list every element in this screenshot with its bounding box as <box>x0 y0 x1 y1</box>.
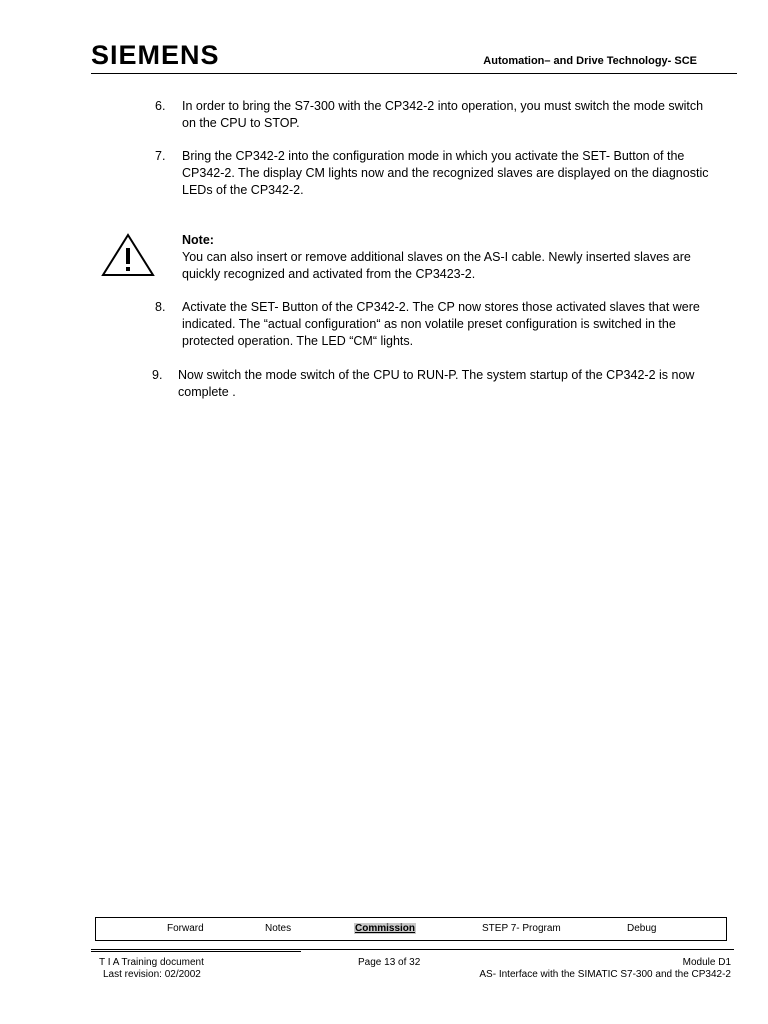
step-number: 9. <box>152 368 163 382</box>
header-title: Automation– and Drive Technology- SCE <box>483 55 697 67</box>
step-8 <box>155 299 755 354</box>
footer-revision: Last revision: 02/2002 <box>103 969 201 980</box>
footer-rule-short <box>91 951 301 952</box>
nav-step7-program-link[interactable]: STEP 7- Program <box>482 923 561 934</box>
step-6 <box>155 98 755 138</box>
step-line: Bring the CP342-2 into the configuration mode in which you activate the SET- Button of the <box>182 149 685 163</box>
footer-doc-type: T I A Training document <box>99 957 204 968</box>
step-line: In order to bring the S7-300 with the CP342-2 into operation, you must switch the mode switch <box>182 99 704 113</box>
step-line: LEDs of the CP342-2. <box>182 183 304 197</box>
nav-debug-link[interactable]: Debug <box>627 923 657 934</box>
step-line: on the CPU to STOP. <box>182 116 300 130</box>
warning-triangle-icon <box>101 233 155 277</box>
step-number: 8. <box>155 300 166 314</box>
step-line: complete . <box>178 385 236 399</box>
footer-rule <box>91 949 734 950</box>
step-number: 7. <box>155 149 166 163</box>
nav-commission-link[interactable]: Commission <box>355 923 416 934</box>
footer-module: Module D1 <box>682 957 731 968</box>
step-line: indicated. The “actual configuration“ as non volatile preset configuration is switched in the <box>182 317 676 331</box>
step-number: 6. <box>155 99 166 113</box>
footer-subject: AS- Interface with the SIMATIC S7-300 and the CP342-2 <box>479 969 731 980</box>
step-9 <box>152 367 752 407</box>
step-7 <box>155 148 755 203</box>
note-line: quickly recognized and activated from the CP3423-2. <box>182 267 476 281</box>
step-line: Activate the SET- Button of the CP342-2. The CP now stores those activated slaves that were <box>182 300 700 314</box>
footer-page-number: Page 13 of 32 <box>358 957 421 968</box>
note-block <box>182 232 742 283</box>
footer-right <box>479 957 731 981</box>
note-line: You can also insert or remove additional slaves on the AS-I cable. Newly inserted slaves are <box>182 250 691 264</box>
footer-navigation <box>95 917 727 941</box>
nav-forward-link[interactable]: Forward <box>167 923 204 934</box>
step-line: Now switch the mode switch of the CPU to RUN-P. The system startup of the CP342-2 is now <box>178 368 695 382</box>
header-rule <box>91 73 737 74</box>
siemens-logo: SIEMENS <box>91 40 220 70</box>
step-line: protected operation. The LED “CM“ lights. <box>182 334 414 348</box>
nav-notes-link[interactable]: Notes <box>265 923 292 934</box>
step-line: CP342-2. The display CM lights now and the recognized slaves are displayed on the diagnostic <box>182 166 709 180</box>
footer-left <box>99 957 204 981</box>
note-title: Note: <box>182 233 214 247</box>
